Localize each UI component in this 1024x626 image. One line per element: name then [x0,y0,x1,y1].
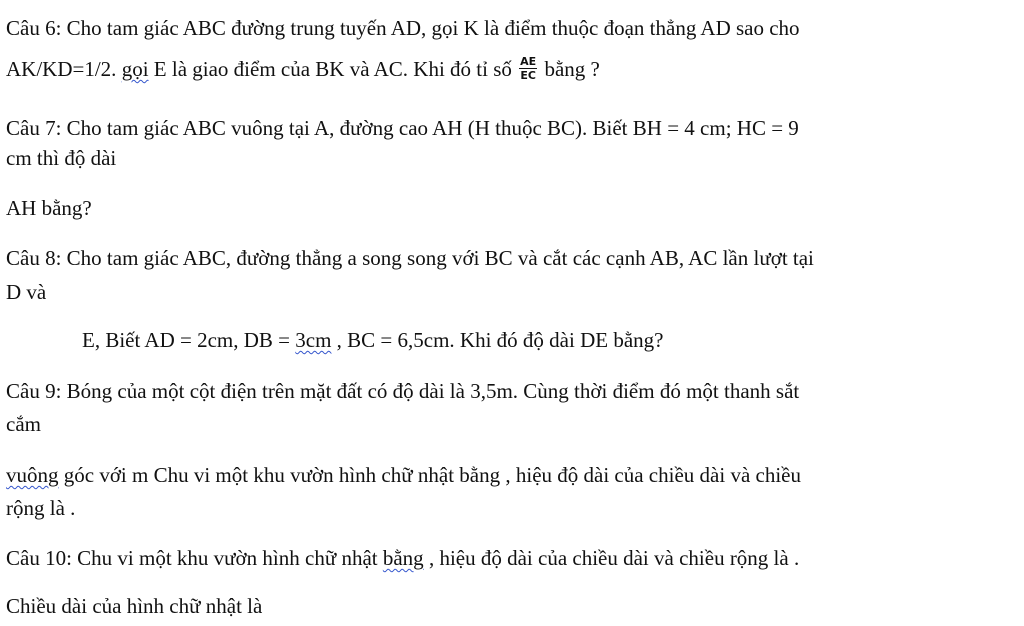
spellcheck-flagged-word: bằng [382,546,424,570]
question-8-line-2: D và [6,280,47,304]
question-6-text-c: bằng ? [539,57,600,81]
question-10-line-2: Chiều dài của hình chữ nhật là [6,594,263,618]
ratio-fraction [519,55,537,82]
question-9-text-a: góc với m Chu vi một khu vườn hình chữ nhật bằng , hiệu độ dài của chiều dài và chiều [58,463,801,487]
question-8-line-3 [82,327,663,353]
question-9-line-4: rộng là . [6,496,76,520]
question-10-text-b: , hiệu độ dài của chiều dài và chiều rộng là . [423,546,800,570]
question-7-line-2: cm thì độ dài [6,146,117,170]
question-6-line-2 [6,56,600,85]
question-8-line-1: Câu 8: Cho tam giác ABC, đường thẳng a song song với BC và cắt các cạnh AB, AC lần lượt tại [6,246,814,270]
question-7-line-1: Câu 7: Cho tam giác ABC vuông tại A, đường cao AH (H thuộc BC). Biết BH = 4 cm; HC = 9 [6,116,799,140]
question-6-text-b: E là giao điểm của BK và AC. Khi đó tỉ số [148,57,518,81]
question-10-line-1 [6,545,799,571]
question-9-line-2: cắm [6,412,41,436]
spellcheck-flagged-word: 3cm [295,328,332,352]
spellcheck-flagged-word: vuông [6,463,59,487]
question-6-text-a: AK/KD=1/2. [6,57,122,81]
spellcheck-flagged-word: gọi [121,57,149,81]
question-6-line-1: Câu 6: Cho tam giác ABC đường trung tuyến AD, gọi K là điểm thuộc đoạn thẳng AD sao cho [6,16,800,40]
question-8-text-a: E, Biết AD = 2cm, DB = [82,328,296,352]
question-10-text-a: Câu 10: Chu vi một khu vườn hình chữ nhật [6,546,383,570]
question-8-text-b: , BC = 6,5cm. Khi đó độ dài DE bằng? [331,328,664,352]
fraction-numerator: AE [520,54,537,68]
question-9-line-1: Câu 9: Bóng của một cột điện trên mặt đất có độ dài là 3,5m. Cùng thời điểm đó một thanh sắt [6,379,800,403]
fraction-denominator: EC [520,68,536,82]
question-9-line-3 [6,462,801,488]
question-7-line-3: AH bằng? [6,196,92,220]
